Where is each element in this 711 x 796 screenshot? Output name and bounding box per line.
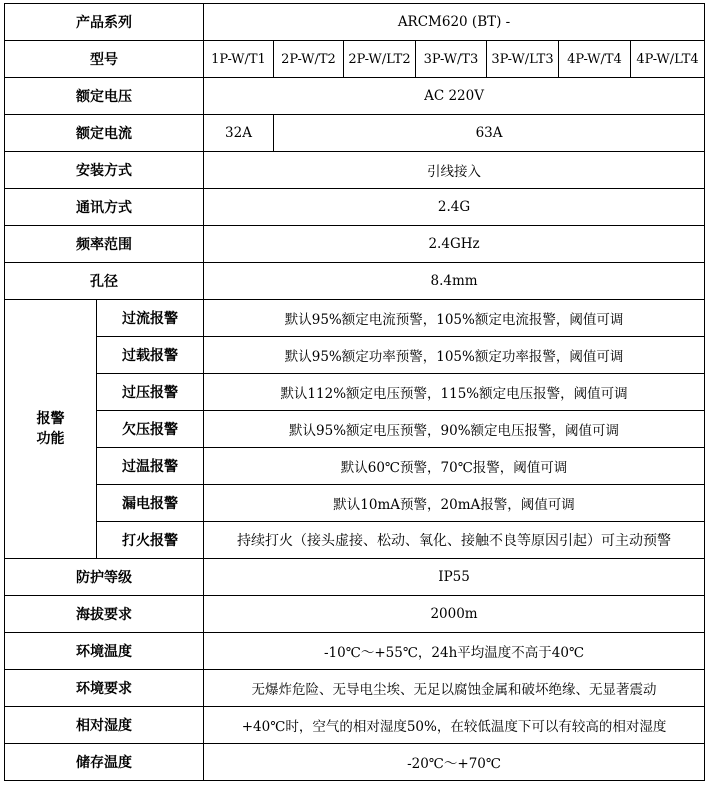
alarm-item-value: 默认95%额定电流预警，105%额定电流报警，阈值可调 xyxy=(204,300,705,337)
freq-label: 频率范围 xyxy=(5,226,204,263)
row-humidity xyxy=(5,707,705,744)
model-label: 型号 xyxy=(5,41,204,78)
alarm-item-label: 打火报警 xyxy=(97,522,204,559)
alarm-item-value: 默认10mA预警，20mA报警，阈值可调 xyxy=(204,485,705,522)
temp-value: -10℃～+55℃，24h平均温度不高于40℃ xyxy=(204,633,705,670)
model-value: 3P-W/LT3 xyxy=(487,41,559,78)
series-label: 产品系列 xyxy=(5,4,204,41)
row-altitude xyxy=(5,596,705,633)
row-series xyxy=(5,4,705,41)
row-model xyxy=(5,41,705,78)
alarm-item-label: 过温报警 xyxy=(97,448,204,485)
row-freq xyxy=(5,226,705,263)
row-alarm xyxy=(5,448,705,485)
voltage-value: AC 220V xyxy=(204,78,705,115)
alarm-function-label xyxy=(5,300,97,559)
comm-label: 通讯方式 xyxy=(5,189,204,226)
model-value: 3P-W/T3 xyxy=(416,41,487,78)
alarm-item-label: 过流报警 xyxy=(97,300,204,337)
row-protection xyxy=(5,559,705,596)
humidity-value: +40℃时，空气的相对湿度50%，在较低温度下可以有较高的相对湿度 xyxy=(204,707,705,744)
current-value-32a: 32A xyxy=(204,115,274,152)
alarm-item-value: 默认95%额定电压预警，90%额定电压报警，阈值可调 xyxy=(204,411,705,448)
row-alarm xyxy=(5,522,705,559)
model-value: 2P-W/LT2 xyxy=(344,41,416,78)
series-value: ARCM620 (BT) - xyxy=(204,4,705,41)
model-value: 4P-W/T4 xyxy=(559,41,631,78)
current-label: 额定电流 xyxy=(5,115,204,152)
storage-label: 储存温度 xyxy=(5,744,204,781)
row-temp xyxy=(5,633,705,670)
alarm-label-line2: 功能 xyxy=(36,431,65,447)
voltage-label: 额定电压 xyxy=(5,78,204,115)
bore-label: 孔径 xyxy=(5,263,204,300)
install-value: 引线接入 xyxy=(204,152,705,189)
protection-label: 防护等级 xyxy=(5,559,204,596)
current-value-63a: 63A xyxy=(274,115,705,152)
row-alarm xyxy=(5,374,705,411)
bore-value: 8.4mm xyxy=(204,263,705,300)
protection-value: IP55 xyxy=(204,559,705,596)
row-current xyxy=(5,115,705,152)
model-value: 4P-W/LT4 xyxy=(631,41,705,78)
env-value: 无爆炸危险、无导电尘埃、无足以腐蚀金属和破坏绝缘、无显著震动 xyxy=(204,670,705,707)
alarm-item-value: 持续打火（接头虚接、松动、氧化、接触不良等原因引起）可主动预警 xyxy=(204,522,705,559)
model-value: 2P-W/T2 xyxy=(274,41,344,78)
alarm-item-label: 漏电报警 xyxy=(97,485,204,522)
alarm-item-value: 默认95%额定功率预警，105%额定功率报警，阈值可调 xyxy=(204,337,705,374)
row-comm xyxy=(5,189,705,226)
row-alarm xyxy=(5,337,705,374)
row-alarm xyxy=(5,411,705,448)
row-voltage xyxy=(5,78,705,115)
alarm-item-value: 默认112%额定电压预警，115%额定电压报警，阈值可调 xyxy=(204,374,705,411)
alarm-item-value: 默认60℃预警，70℃报警，阈值可调 xyxy=(204,448,705,485)
alarm-item-label: 过压报警 xyxy=(97,374,204,411)
alarm-item-label: 欠压报警 xyxy=(97,411,204,448)
row-alarm xyxy=(5,300,705,337)
comm-value: 2.4G xyxy=(204,189,705,226)
freq-value: 2.4GHz xyxy=(204,226,705,263)
row-install xyxy=(5,152,705,189)
model-value: 1P-W/T1 xyxy=(204,41,274,78)
alarm-item-label: 过载报警 xyxy=(97,337,204,374)
humidity-label: 相对湿度 xyxy=(5,707,204,744)
row-env xyxy=(5,670,705,707)
row-bore xyxy=(5,263,705,300)
temp-label: 环境温度 xyxy=(5,633,204,670)
install-label: 安装方式 xyxy=(5,152,204,189)
altitude-value: 2000m xyxy=(204,596,705,633)
alarm-label-line1: 报警 xyxy=(36,411,65,427)
row-alarm xyxy=(5,485,705,522)
spec-table xyxy=(4,3,705,781)
env-label: 环境要求 xyxy=(5,670,204,707)
storage-value: -20℃～+70℃ xyxy=(204,744,705,781)
row-storage xyxy=(5,744,705,781)
altitude-label: 海拔要求 xyxy=(5,596,204,633)
